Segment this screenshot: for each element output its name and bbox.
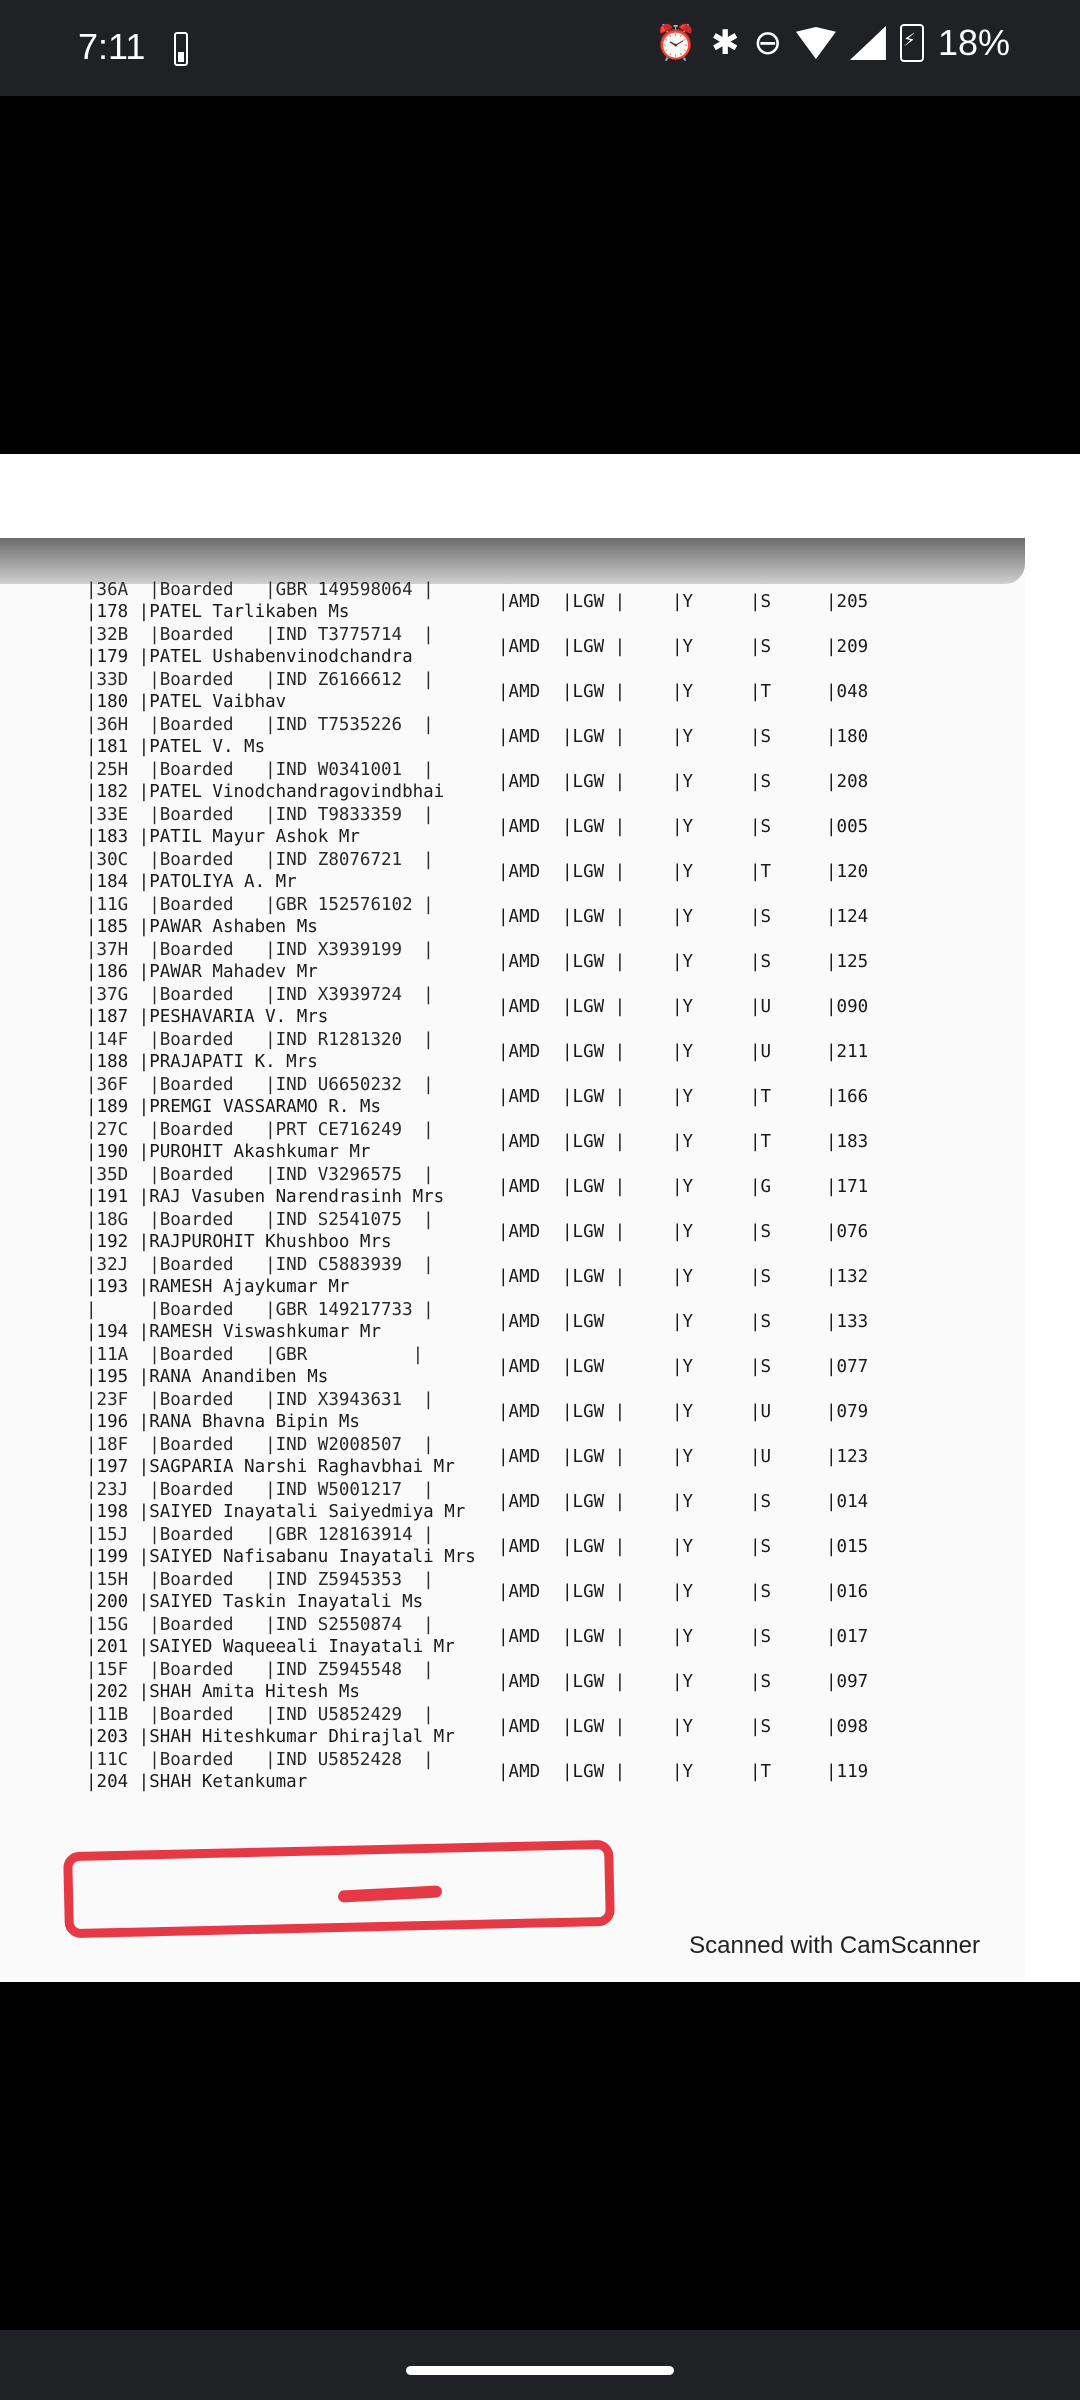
row-boarding-info: |36H |Boarded |IND T7535226 | [86,715,434,735]
row-status: |S [750,637,772,657]
row-origin: |AMD [498,1627,541,1647]
row-status: |S [750,1312,772,1332]
row-status: |S [750,1582,772,1602]
table-row [86,940,1006,985]
row-seq: |079 [826,1402,869,1422]
signal-icon [850,26,886,60]
row-status: |S [750,1537,772,1557]
table-row [86,625,1006,670]
row-status: |T [750,862,772,882]
row-destination: |LGW | [562,862,626,882]
row-status: |S [750,592,772,612]
row-seq: |098 [826,1717,869,1737]
camscanner-watermark: Scanned with CamScanner [689,1932,980,1959]
row-passenger-name: |180 |PATEL Vaibhav [86,692,287,712]
row-status: |T [750,682,772,702]
row-destination: |LGW | [562,1222,626,1242]
row-class: |Y [672,952,694,972]
row-destination: |LGW | [562,1447,626,1467]
row-status: |U [750,1402,772,1422]
row-seq: |076 [826,1222,869,1242]
row-passenger-name: |184 |PATOLIYA A. Mr [86,872,297,892]
row-origin: |AMD [498,637,541,657]
row-seq: |005 [826,817,869,837]
row-boarding-info: |18G |Boarded |IND S2541075 | [86,1210,434,1230]
table-row [86,1075,1006,1120]
row-boarding-info: |33E |Boarded |IND T9833359 | [86,805,434,825]
row-status: |S [750,907,772,927]
row-seq: |090 [826,997,869,1017]
row-status: |S [750,952,772,972]
row-status: |U [750,1042,772,1062]
row-boarding-info: |32B |Boarded |IND T3775714 | [86,625,434,645]
row-passenger-name: |186 |PAWAR Mahadev Mr [86,962,318,982]
row-seq: |208 [826,772,869,792]
row-class: |Y [672,1132,694,1152]
row-destination: |LGW [562,1312,605,1332]
row-boarding-info: |11A |Boarded |GBR | [86,1345,424,1365]
row-destination: |LGW | [562,952,626,972]
row-boarding-info: |36F |Boarded |IND U6650232 | [86,1075,434,1095]
row-boarding-info: |25H |Boarded |IND W0341001 | [86,760,434,780]
row-class: |Y [672,1222,694,1242]
row-seq: |133 [826,1312,869,1332]
row-origin: |AMD [498,1492,541,1512]
row-destination: |LGW | [562,1402,626,1422]
row-destination: |LGW | [562,592,626,612]
row-class: |Y [672,1537,694,1557]
table-row [86,1705,1006,1750]
paper-shadow [0,538,1025,584]
table-row [86,985,1006,1030]
table-row [86,1210,1006,1255]
row-class: |Y [672,1267,694,1287]
table-row [86,1165,1006,1210]
wifi-icon [796,27,836,59]
table-row [86,580,1006,625]
row-destination: |LGW | [562,997,626,1017]
row-seq: |183 [826,1132,869,1152]
table-row [86,670,1006,715]
row-origin: |AMD [498,1042,541,1062]
row-passenger-name: |198 |SAIYED Inayatali Saiyedmiya Mr [86,1502,466,1522]
row-passenger-name: |195 |RANA Anandiben Ms [86,1367,329,1387]
row-status: |U [750,1447,772,1467]
row-boarding-info: |14F |Boarded |IND R1281320 | [86,1030,434,1050]
row-origin: |AMD [498,1537,541,1557]
row-class: |Y [672,997,694,1017]
row-seq: |209 [826,637,869,657]
row-passenger-name: |190 |PUROHIT Akashkumar Mr [86,1142,371,1162]
row-boarding-info: |35D |Boarded |IND V3296575 | [86,1165,434,1185]
row-status: |T [750,1132,772,1152]
row-boarding-info: |30C |Boarded |IND Z8076721 | [86,850,434,870]
bluetooth-icon: ✱ [710,23,740,63]
row-destination: |LGW | [562,817,626,837]
row-boarding-info: |15G |Boarded |IND S2550874 | [86,1615,434,1635]
row-origin: |AMD [498,1357,541,1377]
table-row [86,760,1006,805]
status-icons [655,22,1010,64]
row-passenger-name: |193 |RAMESH Ajaykumar Mr [86,1277,350,1297]
row-class: |Y [672,682,694,702]
row-boarding-info: |37H |Boarded |IND X3939199 | [86,940,434,960]
table-row [86,1345,1006,1390]
table-row [86,1660,1006,1705]
table-row [86,1300,1006,1345]
row-boarding-info: |15H |Boarded |IND Z5945353 | [86,1570,434,1590]
row-status: |S [750,1627,772,1647]
row-destination: |LGW | [562,1582,626,1602]
row-origin: |AMD [498,1087,541,1107]
row-passenger-name: |204 |SHAH Ketankumar [86,1772,308,1792]
row-class: |Y [672,637,694,657]
do-not-disturb-icon: ⊖ [753,23,782,63]
row-seq: |211 [826,1042,869,1062]
row-class: |Y [672,1447,694,1467]
table-row [86,1255,1006,1300]
row-origin: |AMD [498,1267,541,1287]
row-seq: |014 [826,1492,869,1512]
row-boarding-info: |15F |Boarded |IND Z5945548 | [86,1660,434,1680]
row-status: |S [750,1717,772,1737]
row-status: |U [750,997,772,1017]
battery-low-icon [174,32,188,66]
table-row [86,1480,1006,1525]
row-origin: |AMD [498,997,541,1017]
row-seq: |016 [826,1582,869,1602]
row-origin: |AMD [498,1222,541,1242]
row-origin: |AMD [498,1132,541,1152]
row-origin: |AMD [498,907,541,927]
row-status: |S [750,772,772,792]
row-passenger-name: |203 |SHAH Hiteshkumar Dhirajlal Mr [86,1727,455,1747]
row-destination: |LGW | [562,1087,626,1107]
row-destination: |LGW | [562,1132,626,1152]
row-class: |Y [672,1717,694,1737]
row-status: |S [750,1267,772,1287]
row-origin: |AMD [498,862,541,882]
row-class: |Y [672,1042,694,1062]
row-passenger-name: |197 |SAGPARIA Narshi Raghavbhai Mr [86,1457,455,1477]
row-passenger-name: |179 |PATEL Ushabenvinodchandra [86,647,413,667]
table-row [86,1120,1006,1165]
row-class: |Y [672,1357,694,1377]
row-passenger-name: |194 |RAMESH Viswashkumar Mr [86,1322,382,1342]
row-destination: |LGW | [562,727,626,747]
row-destination: |LGW | [562,1717,626,1737]
row-seq: |171 [826,1177,869,1197]
row-origin: |AMD [498,1672,541,1692]
row-class: |Y [672,1402,694,1422]
passenger-list [86,580,1006,1795]
row-destination: |LGW | [562,1672,626,1692]
row-passenger-name: |192 |RAJPUROHIT Khushboo Mrs [86,1232,392,1252]
row-boarding-info: |23J |Boarded |IND W5001217 | [86,1480,434,1500]
row-seq: |015 [826,1537,869,1557]
row-origin: |AMD [498,1582,541,1602]
row-boarding-info: |27C |Boarded |PRT CE716249 | [86,1120,434,1140]
row-boarding-info: |11C |Boarded |IND U5852428 | [86,1750,434,1770]
row-destination: |LGW | [562,1177,626,1197]
row-origin: |AMD [498,1447,541,1467]
row-origin: |AMD [498,1177,541,1197]
battery-charging-icon [900,24,924,62]
row-class: |Y [672,1492,694,1512]
row-origin: |AMD [498,682,541,702]
row-passenger-name: |189 |PREMGI VASSARAMO R. Ms [86,1097,382,1117]
row-boarding-info: |32J |Boarded |IND C5883939 | [86,1255,434,1275]
row-class: |Y [672,772,694,792]
row-class: |Y [672,1177,694,1197]
row-destination: |LGW | [562,682,626,702]
row-status: |S [750,727,772,747]
row-destination: |LGW | [562,1627,626,1647]
row-boarding-info: |11G |Boarded |GBR 152576102 | [86,895,434,915]
row-seq: |166 [826,1087,869,1107]
alarm-icon: ⏰ [654,23,697,63]
row-class: |Y [672,1582,694,1602]
row-status: |S [750,1492,772,1512]
table-row [86,1615,1006,1660]
row-passenger-name: |187 |PESHAVARIA V. Mrs [86,1007,329,1027]
row-class: |Y [672,817,694,837]
row-status: |G [750,1177,772,1197]
row-passenger-name: |178 |PATEL Tarlikaben Ms [86,602,350,622]
row-status: |T [750,1087,772,1107]
row-class: |Y [672,1627,694,1647]
row-destination: |LGW | [562,1267,626,1287]
document-image[interactable] [0,454,1080,1982]
row-boarding-info: | |Boarded |GBR 149217733 | [86,1300,434,1320]
row-origin: |AMD [498,817,541,837]
row-destination: |LGW [562,1357,605,1377]
row-seq: |205 [826,592,869,612]
row-seq: |124 [826,907,869,927]
row-class: |Y [672,592,694,612]
status-bar [0,0,1080,96]
row-seq: |120 [826,862,869,882]
row-destination: |LGW | [562,1042,626,1062]
row-class: |Y [672,727,694,747]
status-time: 7:11 [78,26,146,67]
row-status: |S [750,1357,772,1377]
table-row [86,1525,1006,1570]
row-passenger-name: |196 |RANA Bhavna Bipin Ms [86,1412,360,1432]
scanned-paper [0,538,1025,1978]
red-highlight-annotation [63,1840,615,1938]
row-class: |Y [672,1312,694,1332]
row-origin: |AMD [498,952,541,972]
row-origin: |AMD [498,727,541,747]
row-passenger-name: |200 |SAIYED Taskin Inayatali Ms [86,1592,424,1612]
table-row [86,1390,1006,1435]
row-status: |S [750,1672,772,1692]
battery-percent: 18% [937,22,1010,63]
row-passenger-name: |181 |PATEL V. Ms [86,737,266,757]
row-seq: |097 [826,1672,869,1692]
row-destination: |LGW | [562,907,626,927]
row-origin: |AMD [498,1312,541,1332]
table-row [86,1030,1006,1075]
row-destination: |LGW | [562,772,626,792]
row-passenger-name: |202 |SHAH Amita Hitesh Ms [86,1682,360,1702]
row-class: |Y [672,862,694,882]
row-passenger-name: |183 |PATIL Mayur Ashok Mr [86,827,360,847]
row-status: |S [750,817,772,837]
row-boarding-info: |37G |Boarded |IND X3939724 | [86,985,434,1005]
table-row [86,850,1006,895]
row-passenger-name: |201 |SAIYED Waqueeali Inayatali Mr [86,1637,455,1657]
row-status: |T [750,1762,772,1782]
row-origin: |AMD [498,1762,541,1782]
row-status: |S [750,1222,772,1242]
table-row [86,1435,1006,1480]
row-origin: |AMD [498,1717,541,1737]
row-seq: |123 [826,1447,869,1467]
row-class: |Y [672,907,694,927]
row-destination: |LGW | [562,1537,626,1557]
row-boarding-info: |36A |Boarded |GBR 149598064 | [86,580,434,600]
row-boarding-info: |18F |Boarded |IND W2008507 | [86,1435,434,1455]
row-class: |Y [672,1672,694,1692]
table-row [86,805,1006,850]
row-destination: |LGW | [562,637,626,657]
home-indicator[interactable] [406,2366,674,2375]
row-origin: |AMD [498,592,541,612]
table-row [86,715,1006,760]
table-row [86,895,1006,940]
row-seq: |132 [826,1267,869,1287]
row-boarding-info: |33D |Boarded |IND Z6166612 | [86,670,434,690]
row-seq: |048 [826,682,869,702]
row-passenger-name: |182 |PATEL Vinodchandragovindbhai [86,782,445,802]
row-boarding-info: |23F |Boarded |IND X3943631 | [86,1390,434,1410]
row-boarding-info: |11B |Boarded |IND U5852429 | [86,1705,434,1725]
row-destination: |LGW | [562,1492,626,1512]
row-seq: |017 [826,1627,869,1647]
row-seq: |077 [826,1357,869,1377]
table-row [86,1750,1006,1795]
row-passenger-name: |188 |PRAJAPATI K. Mrs [86,1052,318,1072]
row-passenger-name: |191 |RAJ Vasuben Narendrasinh Mrs [86,1187,445,1207]
row-seq: |125 [826,952,869,972]
row-destination: |LGW | [562,1762,626,1782]
row-boarding-info: |15J |Boarded |GBR 128163914 | [86,1525,434,1545]
table-row [86,1570,1006,1615]
row-seq: |119 [826,1762,869,1782]
row-seq: |180 [826,727,869,747]
row-passenger-name: |199 |SAIYED Nafisabanu Inayatali Mrs [86,1547,476,1567]
row-passenger-name: |185 |PAWAR Ashaben Ms [86,917,318,937]
navigation-bar [0,2330,1080,2400]
row-origin: |AMD [498,1402,541,1422]
row-origin: |AMD [498,772,541,792]
row-class: |Y [672,1762,694,1782]
row-class: |Y [672,1087,694,1107]
